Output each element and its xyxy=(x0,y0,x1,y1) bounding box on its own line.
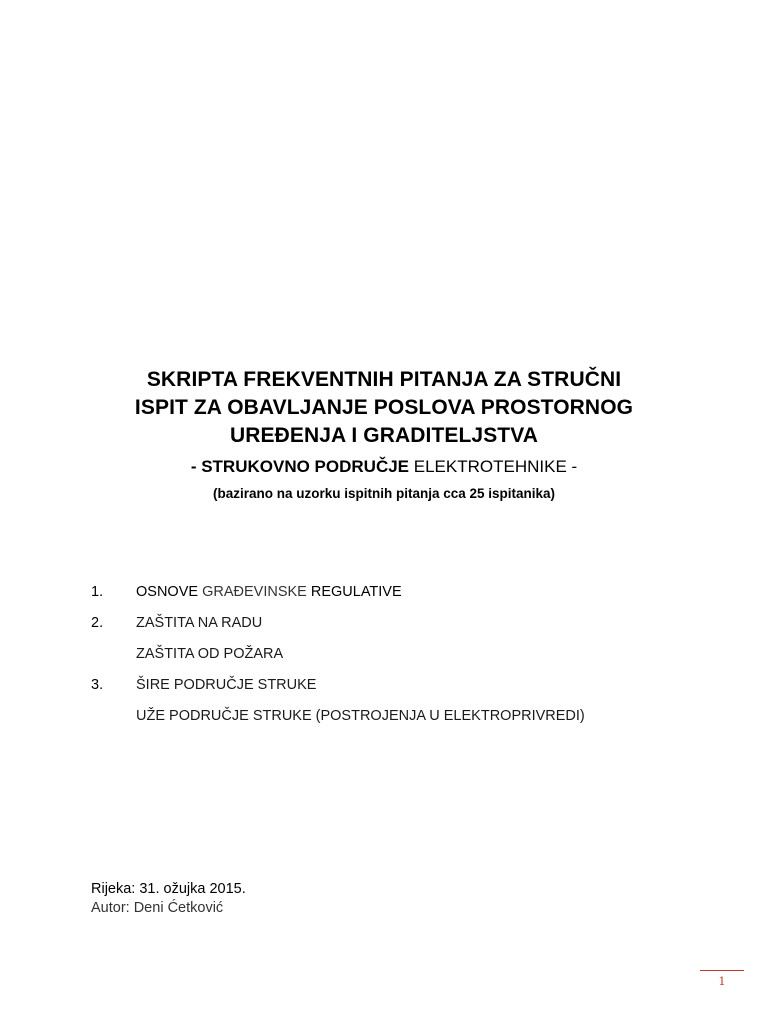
document-footer-info xyxy=(91,880,246,918)
table-of-contents xyxy=(91,582,731,737)
toc-text-part: GRAĐEVINSKE xyxy=(202,584,307,600)
toc-item xyxy=(91,706,731,737)
toc-text xyxy=(136,582,402,602)
toc-text: ZAŠTITA OD POŽARA xyxy=(136,646,284,662)
place-date: Rijeka: 31. ožujka 2015. xyxy=(91,881,246,897)
subtitle-rest: ELEKTROTEHNIKE - xyxy=(413,457,578,476)
subtitle xyxy=(0,456,768,478)
author: Autor: Deni Ćetković xyxy=(91,900,224,916)
toc-text-part: OSNOVE xyxy=(136,584,199,600)
subtitle-note: (bazirano na uzorku ispitnih pitanja cca 25 ispitanika) xyxy=(212,486,556,501)
toc-text: ZAŠTITA NA RADU xyxy=(136,615,263,631)
toc-number: 3. xyxy=(91,677,104,693)
toc-item xyxy=(91,582,731,613)
title-line-3: UREĐENJA I GRADITELJSTVA xyxy=(229,424,539,447)
toc-text: UŽE PODRUČJE STRUKE (POSTROJENJA U ELEKTROPRIVREDI) xyxy=(136,708,585,724)
title-line-2: ISPIT ZA OBAVLJANJE POSLOVA PROSTORNOG xyxy=(134,396,634,419)
toc-number: 2. xyxy=(91,615,104,631)
toc-text: ŠIRE PODRUČJE STRUKE xyxy=(136,677,317,693)
toc-item xyxy=(91,613,731,644)
toc-number: 1. xyxy=(91,584,104,600)
title-line-1: SKRIPTA FREKVENTNIH PITANJA ZA STRUČNI xyxy=(146,368,622,391)
title-block xyxy=(0,366,768,503)
subtitle-bold: - STRUKOVNO PODRUČJE xyxy=(190,457,410,476)
toc-item xyxy=(91,644,731,675)
page-number-rule xyxy=(700,970,744,971)
toc-item xyxy=(91,675,731,706)
toc-text-part: REGULATIVE xyxy=(310,584,402,600)
page-number: 1 xyxy=(718,975,726,988)
